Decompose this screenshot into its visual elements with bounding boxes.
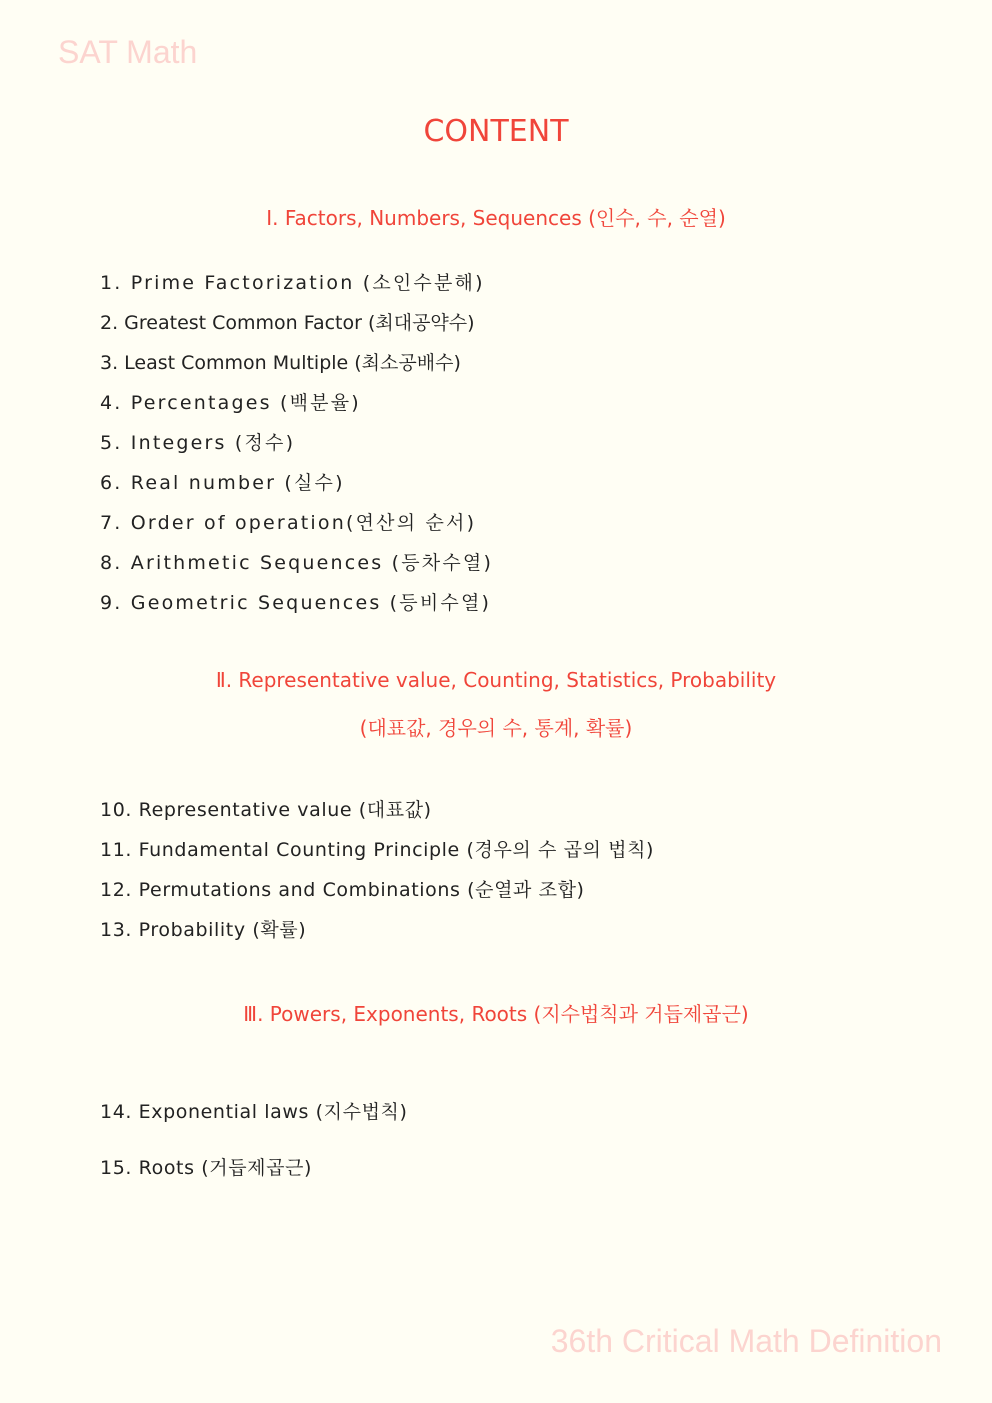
list-item: 11. Fundamental Counting Principle (경우의 수 곱의 법칙) xyxy=(100,839,655,861)
list-item: 14. Exponential laws (지수법칙) xyxy=(100,1101,408,1123)
header-watermark: SAT Math xyxy=(58,34,198,70)
list-item: 6. Real number (실수) xyxy=(100,472,345,494)
list-item: 8. Arithmetic Sequences (등차수열) xyxy=(100,552,494,574)
page-title: CONTENT xyxy=(423,114,569,149)
list-item: 15. Roots (거듭제곱근) xyxy=(100,1157,313,1179)
section-1-heading: I. Factors, Numbers, Sequences (인수, 수, 순열) xyxy=(266,206,726,230)
list-item: 2. Greatest Common Factor (최대공약수) xyxy=(100,312,475,334)
section-2-subheading: (대표값, 경우의 수, 통계, 확률) xyxy=(359,716,633,740)
section-2-heading: Ⅱ. Representative value, Counting, Statistics, Probability xyxy=(215,668,777,692)
list-item: 10. Representative value (대표값) xyxy=(100,799,432,821)
list-item: 4. Percentages (백분율) xyxy=(100,392,361,414)
list-item: 3. Least Common Multiple (최소공배수) xyxy=(100,352,461,374)
list-item: 7. Order of operation(연산의 순서) xyxy=(100,512,477,534)
list-item: 13. Probability (확률) xyxy=(100,919,307,941)
section-3-heading: Ⅲ. Powers, Exponents, Roots (지수법칙과 거듭제곱근) xyxy=(243,1002,749,1026)
list-item: 1. Prime Factorization (소인수분해) xyxy=(100,272,485,294)
footer-watermark: 36th Critical Math Definition xyxy=(550,1323,942,1359)
list-item: 12. Permutations and Combinations (순열과 조합) xyxy=(100,879,585,901)
list-item: 9. Geometric Sequences (등비수열) xyxy=(100,592,492,614)
list-item: 5. Integers (정수) xyxy=(100,432,296,454)
